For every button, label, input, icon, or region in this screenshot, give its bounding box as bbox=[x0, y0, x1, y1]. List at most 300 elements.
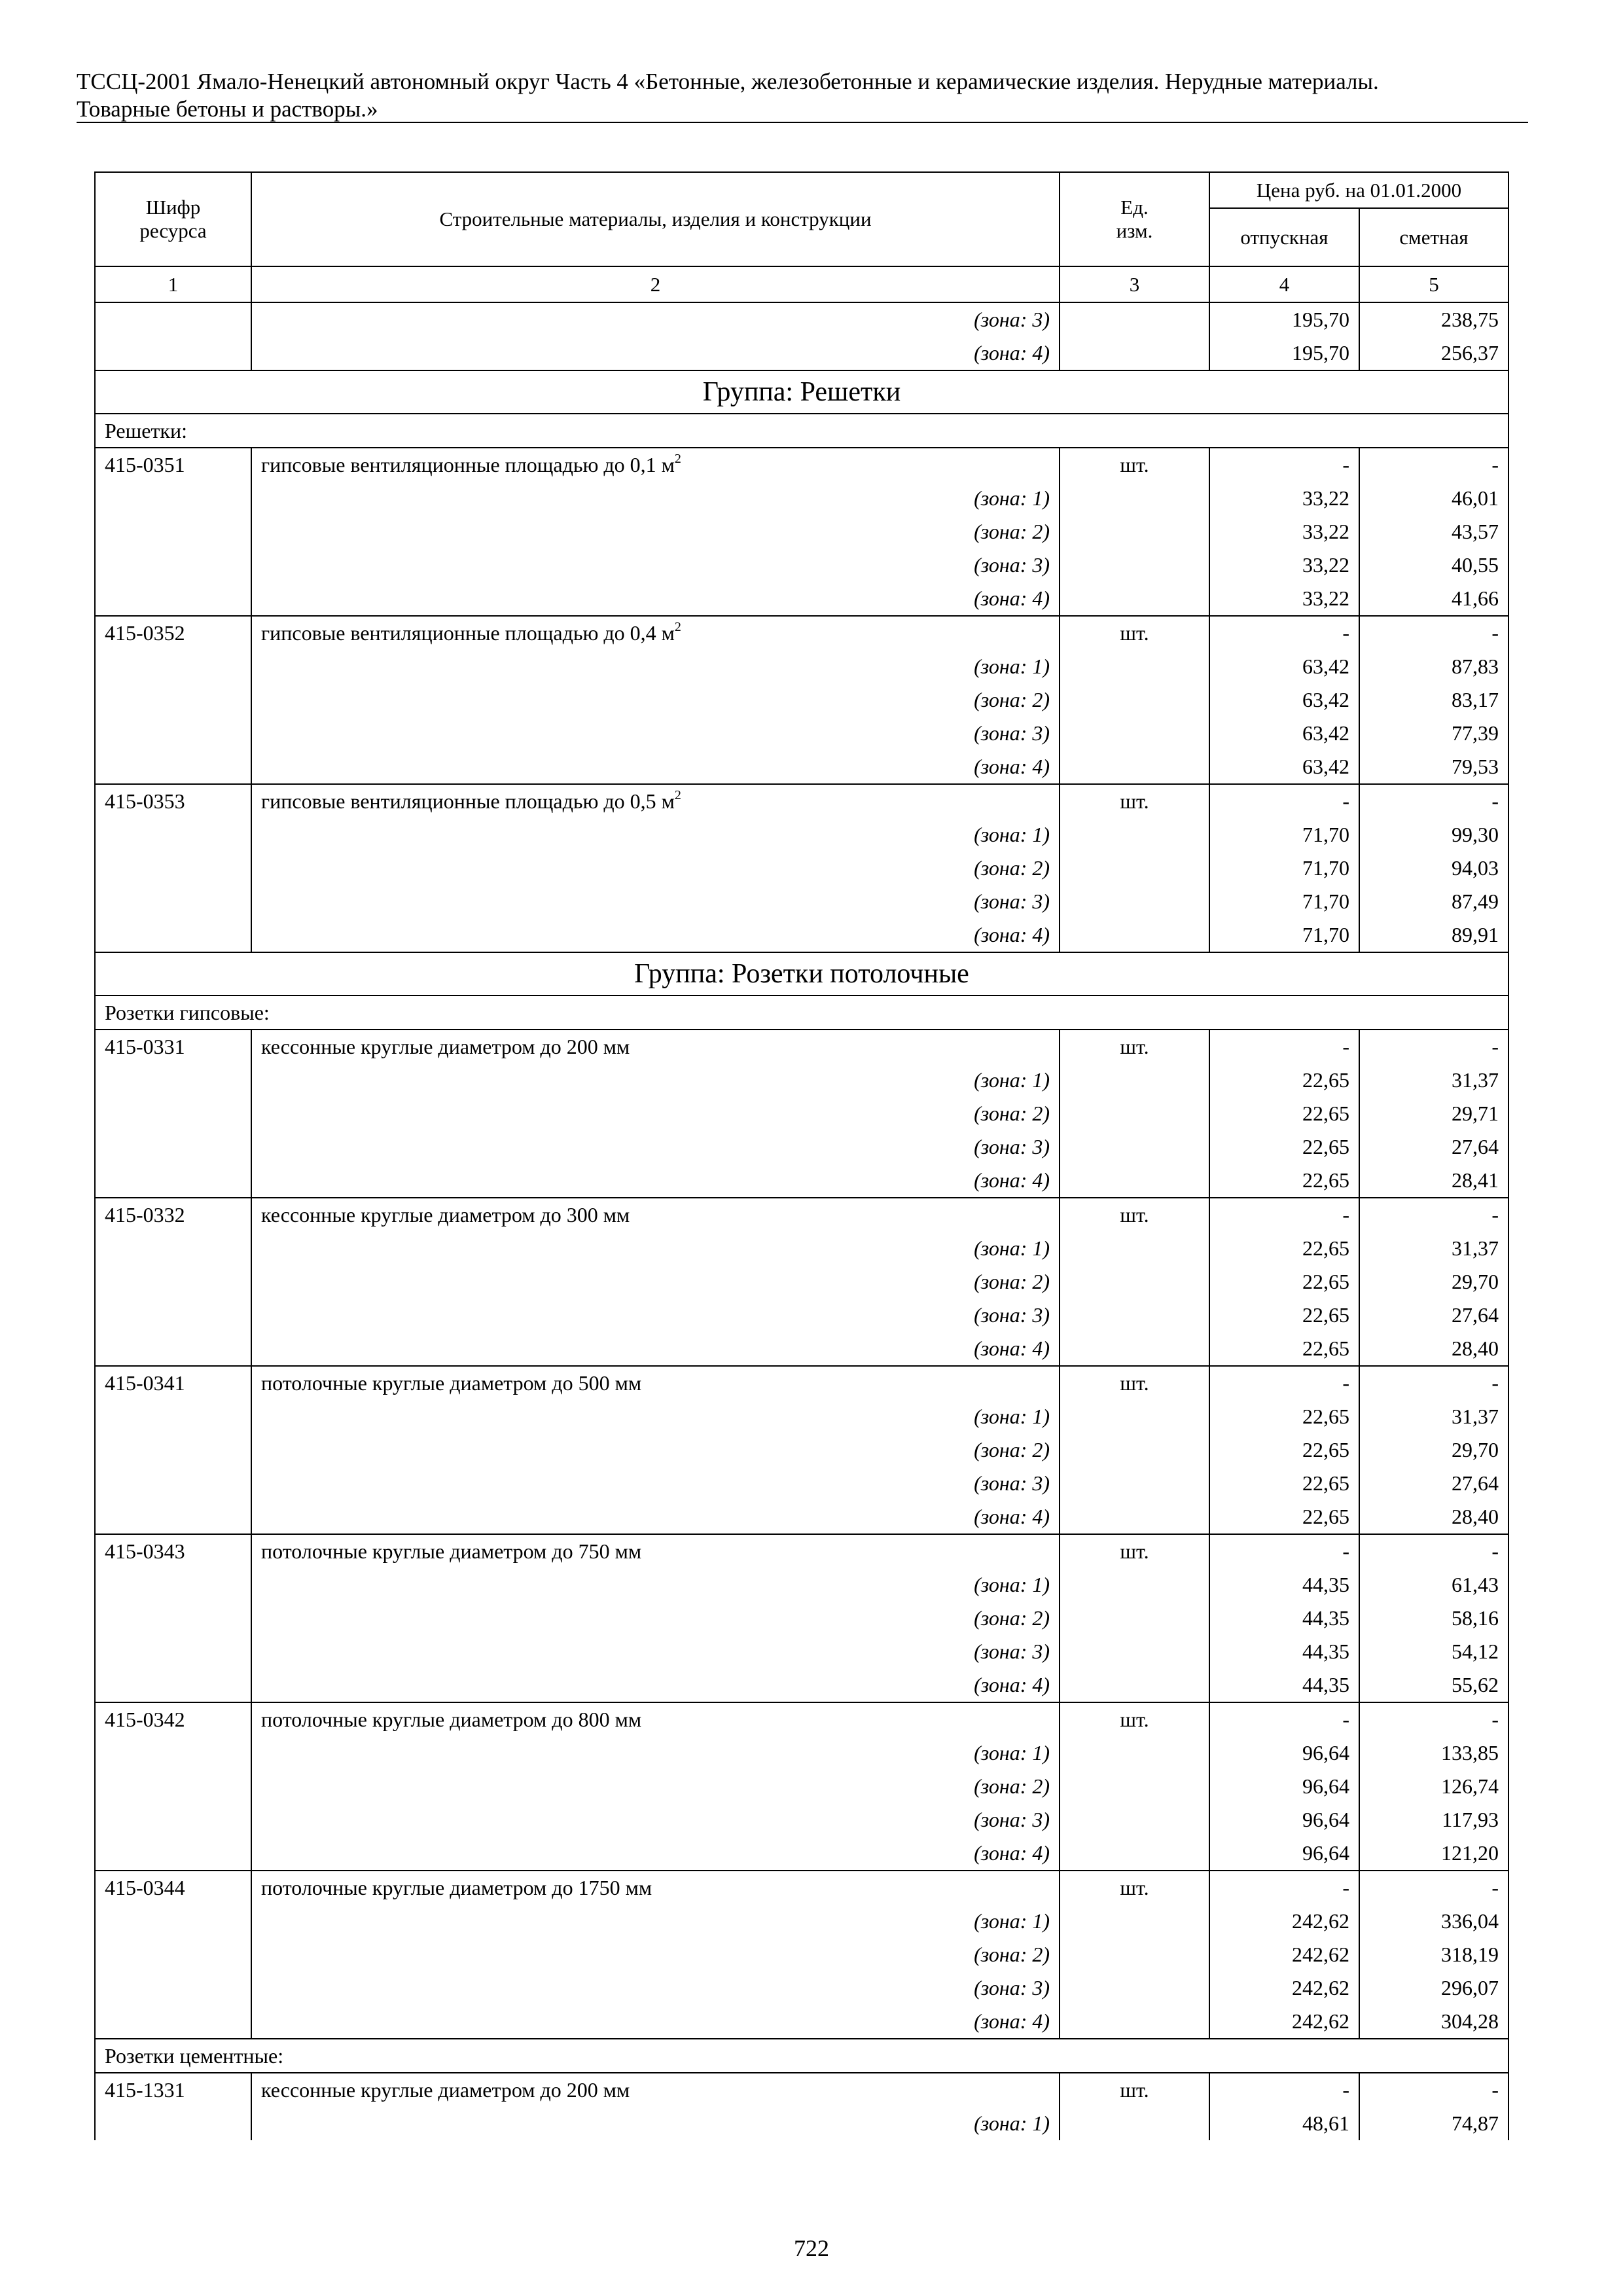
unit-cell-empty bbox=[1060, 1299, 1209, 1332]
code-cell-empty bbox=[95, 1130, 251, 1164]
release-price: 195,70 bbox=[1209, 302, 1359, 336]
subgroup-row bbox=[95, 414, 1508, 448]
release-price: - bbox=[1209, 1198, 1359, 1232]
code-cell-empty bbox=[95, 1971, 251, 2005]
estimate-price: 28,41 bbox=[1359, 1164, 1508, 1198]
zone-label: (зона: 4) bbox=[251, 2005, 1060, 2039]
unit-cell-empty bbox=[1060, 1332, 1209, 1366]
resource-code: 415-0351 bbox=[95, 448, 251, 482]
unit: шт. bbox=[1060, 616, 1209, 650]
release-price: 195,70 bbox=[1209, 336, 1359, 370]
release-price: 63,42 bbox=[1209, 683, 1359, 717]
estimate-price: - bbox=[1359, 1702, 1508, 1736]
code-cell-empty bbox=[95, 302, 251, 336]
release-price: - bbox=[1209, 448, 1359, 482]
zone-row bbox=[95, 1500, 1508, 1534]
zone-row bbox=[95, 750, 1508, 784]
release-price: 33,22 bbox=[1209, 548, 1359, 582]
unit-cell-empty bbox=[1060, 482, 1209, 515]
zone-row bbox=[95, 482, 1508, 515]
code-cell-empty bbox=[95, 1635, 251, 1668]
zone-label: (зона: 2) bbox=[251, 1770, 1060, 1803]
material-name bbox=[251, 2073, 1060, 2107]
release-price: - bbox=[1209, 1030, 1359, 1064]
item-row bbox=[95, 1871, 1508, 1905]
column-number-1: 1 bbox=[95, 266, 251, 302]
unit: шт. bbox=[1060, 1871, 1209, 1905]
code-cell-empty bbox=[95, 482, 251, 515]
code-cell-empty bbox=[95, 1602, 251, 1635]
unit-cell-empty bbox=[1060, 683, 1209, 717]
code-cell-empty bbox=[95, 1164, 251, 1198]
unit-cell-empty bbox=[1060, 1433, 1209, 1467]
table-body bbox=[95, 302, 1508, 2140]
estimate-price: 31,37 bbox=[1359, 1232, 1508, 1265]
zone-row bbox=[95, 1736, 1508, 1770]
release-price: 22,65 bbox=[1209, 1500, 1359, 1534]
material-name-text: потолочные круглые диаметром до 500 мм bbox=[261, 1371, 642, 1395]
zone-label: (зона: 2) bbox=[251, 1602, 1060, 1635]
zone-row bbox=[95, 2005, 1508, 2039]
zone-row bbox=[95, 1232, 1508, 1265]
zone-label: (зона: 4) bbox=[251, 1500, 1060, 1534]
material-name bbox=[251, 1366, 1060, 1400]
code-cell-empty bbox=[95, 1500, 251, 1534]
release-price: 44,35 bbox=[1209, 1602, 1359, 1635]
zone-row bbox=[95, 1467, 1508, 1500]
code-cell-empty bbox=[95, 1265, 251, 1299]
subgroup-title: Решетки: bbox=[95, 414, 1508, 448]
release-price: 33,22 bbox=[1209, 582, 1359, 616]
estimate-price: 238,75 bbox=[1359, 302, 1508, 336]
document-header bbox=[77, 68, 1528, 123]
code-cell-empty bbox=[95, 336, 251, 370]
release-price: 71,70 bbox=[1209, 918, 1359, 952]
estimate-price: 77,39 bbox=[1359, 717, 1508, 750]
zone-label: (зона: 3) bbox=[251, 548, 1060, 582]
zone-label: (зона: 3) bbox=[251, 302, 1060, 336]
release-price: - bbox=[1209, 1702, 1359, 1736]
zone-label: (зона: 4) bbox=[251, 1668, 1060, 1702]
release-price: - bbox=[1209, 1871, 1359, 1905]
column-header-code bbox=[95, 172, 251, 266]
code-cell-empty bbox=[95, 515, 251, 548]
material-name bbox=[251, 1871, 1060, 1905]
unit-cell-empty bbox=[1060, 1500, 1209, 1534]
release-price: 71,70 bbox=[1209, 852, 1359, 885]
zone-label: (зона: 3) bbox=[251, 885, 1060, 918]
estimate-price: 58,16 bbox=[1359, 1602, 1508, 1635]
estimate-price: 29,70 bbox=[1359, 1433, 1508, 1467]
column-header-release: отпускная bbox=[1209, 208, 1359, 266]
release-price: 96,64 bbox=[1209, 1803, 1359, 1837]
estimate-price: 46,01 bbox=[1359, 482, 1508, 515]
unit-cell-empty bbox=[1060, 1130, 1209, 1164]
release-price: 63,42 bbox=[1209, 750, 1359, 784]
zone-row bbox=[95, 1332, 1508, 1366]
zone-row bbox=[95, 548, 1508, 582]
estimate-price: 89,91 bbox=[1359, 918, 1508, 952]
zone-label: (зона: 4) bbox=[251, 750, 1060, 784]
zone-row bbox=[95, 885, 1508, 918]
estimate-price: 87,49 bbox=[1359, 885, 1508, 918]
column-header-name: Строительные материалы, изделия и конструкции bbox=[251, 172, 1060, 266]
resource-code: 415-0342 bbox=[95, 1702, 251, 1736]
estimate-price: 43,57 bbox=[1359, 515, 1508, 548]
release-price: 22,65 bbox=[1209, 1064, 1359, 1097]
estimate-price: 83,17 bbox=[1359, 683, 1508, 717]
release-price: 242,62 bbox=[1209, 1938, 1359, 1971]
unit-cell-empty bbox=[1060, 1905, 1209, 1938]
unit-cell-empty bbox=[1060, 650, 1209, 683]
zone-label: (зона: 1) bbox=[251, 1064, 1060, 1097]
estimate-price: 61,43 bbox=[1359, 1568, 1508, 1602]
unit-cell-empty bbox=[1060, 1668, 1209, 1702]
release-price: 96,64 bbox=[1209, 1770, 1359, 1803]
unit-cell-empty bbox=[1060, 1635, 1209, 1668]
zone-label: (зона: 1) bbox=[251, 1905, 1060, 1938]
zone-row bbox=[95, 582, 1508, 616]
unit-cell-empty bbox=[1060, 1232, 1209, 1265]
code-cell-empty bbox=[95, 1568, 251, 1602]
column-number-2: 2 bbox=[251, 266, 1060, 302]
zone-label: (зона: 3) bbox=[251, 1971, 1060, 2005]
zone-row bbox=[95, 852, 1508, 885]
release-price: 22,65 bbox=[1209, 1467, 1359, 1500]
zone-row bbox=[95, 1164, 1508, 1198]
estimate-price: 29,71 bbox=[1359, 1097, 1508, 1130]
estimate-price: 29,70 bbox=[1359, 1265, 1508, 1299]
zone-label: (зона: 1) bbox=[251, 650, 1060, 683]
code-cell-empty bbox=[95, 582, 251, 616]
estimate-price: - bbox=[1359, 2073, 1508, 2107]
zone-label: (зона: 3) bbox=[251, 717, 1060, 750]
zone-row bbox=[95, 1635, 1508, 1668]
table-header bbox=[95, 172, 1508, 302]
header-line-1: ТССЦ-2001 Ямало-Ненецкий автономный округ Часть 4 «Бетонные, железобетонные и керамические изделия. Нерудные материалы. bbox=[77, 69, 1379, 94]
price-table bbox=[94, 171, 1509, 2140]
estimate-price: 87,83 bbox=[1359, 650, 1508, 683]
code-cell-empty bbox=[95, 1736, 251, 1770]
code-cell-empty bbox=[95, 1400, 251, 1433]
zone-label: (зона: 2) bbox=[251, 1938, 1060, 1971]
release-price: 242,62 bbox=[1209, 1971, 1359, 2005]
unit-cell-empty bbox=[1060, 1265, 1209, 1299]
unit-superscript: 2 bbox=[674, 452, 681, 466]
column-number-5: 5 bbox=[1359, 266, 1508, 302]
zone-row bbox=[95, 1837, 1508, 1871]
estimate-price: 41,66 bbox=[1359, 582, 1508, 616]
release-price: 48,61 bbox=[1209, 2107, 1359, 2140]
code-cell-empty bbox=[95, 548, 251, 582]
resource-code: 415-1331 bbox=[95, 2073, 251, 2107]
code-cell-empty bbox=[95, 885, 251, 918]
zone-label: (зона: 4) bbox=[251, 336, 1060, 370]
zone-row bbox=[95, 1905, 1508, 1938]
zone-row bbox=[95, 1938, 1508, 1971]
zone-label: (зона: 4) bbox=[251, 1164, 1060, 1198]
unit: шт. bbox=[1060, 1366, 1209, 1400]
item-row bbox=[95, 616, 1508, 650]
zone-row bbox=[95, 1602, 1508, 1635]
unit-cell-empty bbox=[1060, 852, 1209, 885]
zone-row bbox=[95, 1971, 1508, 2005]
zone-row bbox=[95, 1130, 1508, 1164]
subgroup-title: Розетки гипсовые: bbox=[95, 996, 1508, 1030]
zone-label: (зона: 2) bbox=[251, 1265, 1060, 1299]
material-name-text: кессонные круглые диаметром до 300 мм bbox=[261, 1203, 630, 1227]
unit-cell-empty bbox=[1060, 1164, 1209, 1198]
code-cell-empty bbox=[95, 818, 251, 852]
subgroup-row bbox=[95, 2039, 1508, 2073]
release-price: 33,22 bbox=[1209, 515, 1359, 548]
zone-row bbox=[95, 650, 1508, 683]
column-header-unit bbox=[1060, 172, 1209, 266]
zone-label: (зона: 1) bbox=[251, 818, 1060, 852]
zone-row bbox=[95, 1668, 1508, 1702]
code-cell-empty bbox=[95, 717, 251, 750]
zone-label: (зона: 4) bbox=[251, 918, 1060, 952]
estimate-price: 296,07 bbox=[1359, 1971, 1508, 2005]
release-price: 44,35 bbox=[1209, 1668, 1359, 1702]
zone-row bbox=[95, 717, 1508, 750]
zone-row bbox=[95, 515, 1508, 548]
unit: шт. bbox=[1060, 1030, 1209, 1064]
estimate-price: 55,62 bbox=[1359, 1668, 1508, 1702]
unit-cell-empty bbox=[1060, 336, 1209, 370]
material-name-text: потолочные круглые диаметром до 1750 мм bbox=[261, 1876, 652, 1899]
material-name bbox=[251, 1030, 1060, 1064]
unit: шт. bbox=[1060, 1534, 1209, 1568]
estimate-price: 28,40 bbox=[1359, 1332, 1508, 1366]
estimate-price: 256,37 bbox=[1359, 336, 1508, 370]
zone-row bbox=[95, 683, 1508, 717]
zone-label: (зона: 2) bbox=[251, 683, 1060, 717]
material-name-text: кессонные круглые диаметром до 200 мм bbox=[261, 2078, 630, 2102]
code-cell-empty bbox=[95, 1905, 251, 1938]
unit-cell-empty bbox=[1060, 717, 1209, 750]
header-divider bbox=[77, 122, 1528, 123]
release-price: 63,42 bbox=[1209, 650, 1359, 683]
zone-label: (зона: 1) bbox=[251, 1400, 1060, 1433]
material-name-text: потолочные круглые диаметром до 750 мм bbox=[261, 1539, 642, 1563]
release-price: 22,65 bbox=[1209, 1232, 1359, 1265]
group-row bbox=[95, 952, 1508, 996]
unit: шт. bbox=[1060, 1702, 1209, 1736]
code-cell-empty bbox=[95, 2005, 251, 2039]
unit-superscript: 2 bbox=[674, 620, 681, 634]
code-cell-empty bbox=[95, 1837, 251, 1871]
zone-row bbox=[95, 336, 1508, 370]
estimate-price: - bbox=[1359, 1871, 1508, 1905]
column-number-4: 4 bbox=[1209, 266, 1359, 302]
code-cell-empty bbox=[95, 1803, 251, 1837]
unit: шт. bbox=[1060, 448, 1209, 482]
code-cell-empty bbox=[95, 1668, 251, 1702]
group-title: Группа: Розетки потолочные bbox=[95, 952, 1508, 996]
zone-row bbox=[95, 1265, 1508, 1299]
unit-cell-empty bbox=[1060, 1938, 1209, 1971]
unit: шт. bbox=[1060, 784, 1209, 818]
estimate-price: 318,19 bbox=[1359, 1938, 1508, 1971]
estimate-price: 27,64 bbox=[1359, 1467, 1508, 1500]
unit-cell-empty bbox=[1060, 2107, 1209, 2140]
estimate-price: - bbox=[1359, 1366, 1508, 1400]
zone-label: (зона: 3) bbox=[251, 1299, 1060, 1332]
unit-cell-empty bbox=[1060, 1602, 1209, 1635]
release-price: - bbox=[1209, 1366, 1359, 1400]
zone-label: (зона: 3) bbox=[251, 1803, 1060, 1837]
release-price: 44,35 bbox=[1209, 1635, 1359, 1668]
zone-label: (зона: 4) bbox=[251, 1332, 1060, 1366]
estimate-price: 79,53 bbox=[1359, 750, 1508, 784]
item-row bbox=[95, 784, 1508, 818]
zone-label: (зона: 2) bbox=[251, 515, 1060, 548]
estimate-price: 133,85 bbox=[1359, 1736, 1508, 1770]
zone-row bbox=[95, 302, 1508, 336]
release-price: 96,64 bbox=[1209, 1837, 1359, 1871]
resource-code: 415-0332 bbox=[95, 1198, 251, 1232]
zone-label: (зона: 4) bbox=[251, 582, 1060, 616]
page-number: 722 bbox=[794, 2235, 829, 2261]
estimate-price: 40,55 bbox=[1359, 548, 1508, 582]
estimate-price: 99,30 bbox=[1359, 818, 1508, 852]
item-row bbox=[95, 1534, 1508, 1568]
zone-label: (зона: 1) bbox=[251, 1232, 1060, 1265]
release-price: 22,65 bbox=[1209, 1332, 1359, 1366]
material-name bbox=[251, 1534, 1060, 1568]
estimate-price: 31,37 bbox=[1359, 1400, 1508, 1433]
estimate-price: - bbox=[1359, 1198, 1508, 1232]
release-price: 242,62 bbox=[1209, 2005, 1359, 2039]
column-header-price-group: Цена руб. на 01.01.2000 bbox=[1209, 172, 1508, 208]
code-cell-empty bbox=[95, 1299, 251, 1332]
unit-superscript: 2 bbox=[674, 788, 681, 802]
code-cell-empty bbox=[95, 1770, 251, 1803]
unit: шт. bbox=[1060, 1198, 1209, 1232]
code-cell-empty bbox=[95, 683, 251, 717]
release-price: - bbox=[1209, 2073, 1359, 2107]
group-title: Группа: Решетки bbox=[95, 370, 1508, 414]
unit-cell-empty bbox=[1060, 1064, 1209, 1097]
zone-row bbox=[95, 1433, 1508, 1467]
code-cell-empty bbox=[95, 1467, 251, 1500]
release-price: 44,35 bbox=[1209, 1568, 1359, 1602]
zone-label: (зона: 3) bbox=[251, 1467, 1060, 1500]
code-cell-empty bbox=[95, 852, 251, 885]
material-name bbox=[251, 784, 1060, 818]
material-name-text: потолочные круглые диаметром до 800 мм bbox=[261, 1708, 642, 1731]
resource-code: 415-0352 bbox=[95, 616, 251, 650]
estimate-price: 117,93 bbox=[1359, 1803, 1508, 1837]
zone-label: (зона: 1) bbox=[251, 2107, 1060, 2140]
unit: шт. bbox=[1060, 2073, 1209, 2107]
estimate-price: 27,64 bbox=[1359, 1130, 1508, 1164]
material-name-text: гипсовые вентиляционные площадью до 0,1 м bbox=[261, 453, 675, 476]
estimate-price: - bbox=[1359, 1030, 1508, 1064]
release-price: 22,65 bbox=[1209, 1433, 1359, 1467]
resource-code: 415-0343 bbox=[95, 1534, 251, 1568]
item-row bbox=[95, 1030, 1508, 1064]
unit-cell-empty bbox=[1060, 2005, 1209, 2039]
material-name bbox=[251, 448, 1060, 482]
zone-row bbox=[95, 1299, 1508, 1332]
zone-row bbox=[95, 918, 1508, 952]
item-row bbox=[95, 1366, 1508, 1400]
material-name bbox=[251, 616, 1060, 650]
column-header-estimate: сметная bbox=[1359, 208, 1508, 266]
zone-label: (зона: 3) bbox=[251, 1130, 1060, 1164]
estimate-price: - bbox=[1359, 1534, 1508, 1568]
code-cell-empty bbox=[95, 650, 251, 683]
release-price: 22,65 bbox=[1209, 1265, 1359, 1299]
material-name bbox=[251, 1198, 1060, 1232]
unit-cell-empty bbox=[1060, 1467, 1209, 1500]
release-price: - bbox=[1209, 616, 1359, 650]
estimate-price: 31,37 bbox=[1359, 1064, 1508, 1097]
unit-cell-empty bbox=[1060, 918, 1209, 952]
estimate-price: 126,74 bbox=[1359, 1770, 1508, 1803]
code-cell-empty bbox=[95, 1232, 251, 1265]
zone-row bbox=[95, 2107, 1508, 2140]
zone-label: (зона: 1) bbox=[251, 1568, 1060, 1602]
item-row bbox=[95, 448, 1508, 482]
unit-cell-empty bbox=[1060, 750, 1209, 784]
unit-cell-empty bbox=[1060, 1568, 1209, 1602]
zone-label: (зона: 1) bbox=[251, 482, 1060, 515]
release-price: 22,65 bbox=[1209, 1097, 1359, 1130]
unit-cell-empty bbox=[1060, 1736, 1209, 1770]
unit-cell-empty bbox=[1060, 548, 1209, 582]
release-price: 33,22 bbox=[1209, 482, 1359, 515]
estimate-price: - bbox=[1359, 448, 1508, 482]
unit-cell-empty bbox=[1060, 1803, 1209, 1837]
release-price: - bbox=[1209, 1534, 1359, 1568]
resource-code: 415-0344 bbox=[95, 1871, 251, 1905]
release-price: 22,65 bbox=[1209, 1299, 1359, 1332]
material-name-text: гипсовые вентиляционные площадью до 0,5 м bbox=[261, 789, 675, 813]
resource-code: 415-0341 bbox=[95, 1366, 251, 1400]
estimate-price: 54,12 bbox=[1359, 1635, 1508, 1668]
unit-cell-empty bbox=[1060, 1837, 1209, 1871]
group-row bbox=[95, 370, 1508, 414]
zone-row bbox=[95, 1568, 1508, 1602]
estimate-price: 94,03 bbox=[1359, 852, 1508, 885]
zone-label: (зона: 2) bbox=[251, 1097, 1060, 1130]
header-line-2: Товарные бетоны и растворы.» bbox=[77, 96, 378, 122]
zone-row bbox=[95, 818, 1508, 852]
unit-cell-empty bbox=[1060, 515, 1209, 548]
unit-cell-empty bbox=[1060, 1770, 1209, 1803]
estimate-price: 74,87 bbox=[1359, 2107, 1508, 2140]
code-cell-empty bbox=[95, 918, 251, 952]
release-price: - bbox=[1209, 784, 1359, 818]
release-price: 63,42 bbox=[1209, 717, 1359, 750]
zone-label: (зона: 4) bbox=[251, 1837, 1060, 1871]
material-name-text: гипсовые вентиляционные площадью до 0,4 м bbox=[261, 621, 675, 645]
release-price: 22,65 bbox=[1209, 1164, 1359, 1198]
zone-label: (зона: 3) bbox=[251, 1635, 1060, 1668]
unit-cell-empty bbox=[1060, 885, 1209, 918]
unit-cell-empty bbox=[1060, 1400, 1209, 1433]
estimate-price: 121,20 bbox=[1359, 1837, 1508, 1871]
subgroup-row bbox=[95, 996, 1508, 1030]
code-cell-empty bbox=[95, 1938, 251, 1971]
estimate-price: - bbox=[1359, 616, 1508, 650]
code-cell-empty bbox=[95, 2107, 251, 2140]
code-cell-empty bbox=[95, 1097, 251, 1130]
release-price: 22,65 bbox=[1209, 1130, 1359, 1164]
